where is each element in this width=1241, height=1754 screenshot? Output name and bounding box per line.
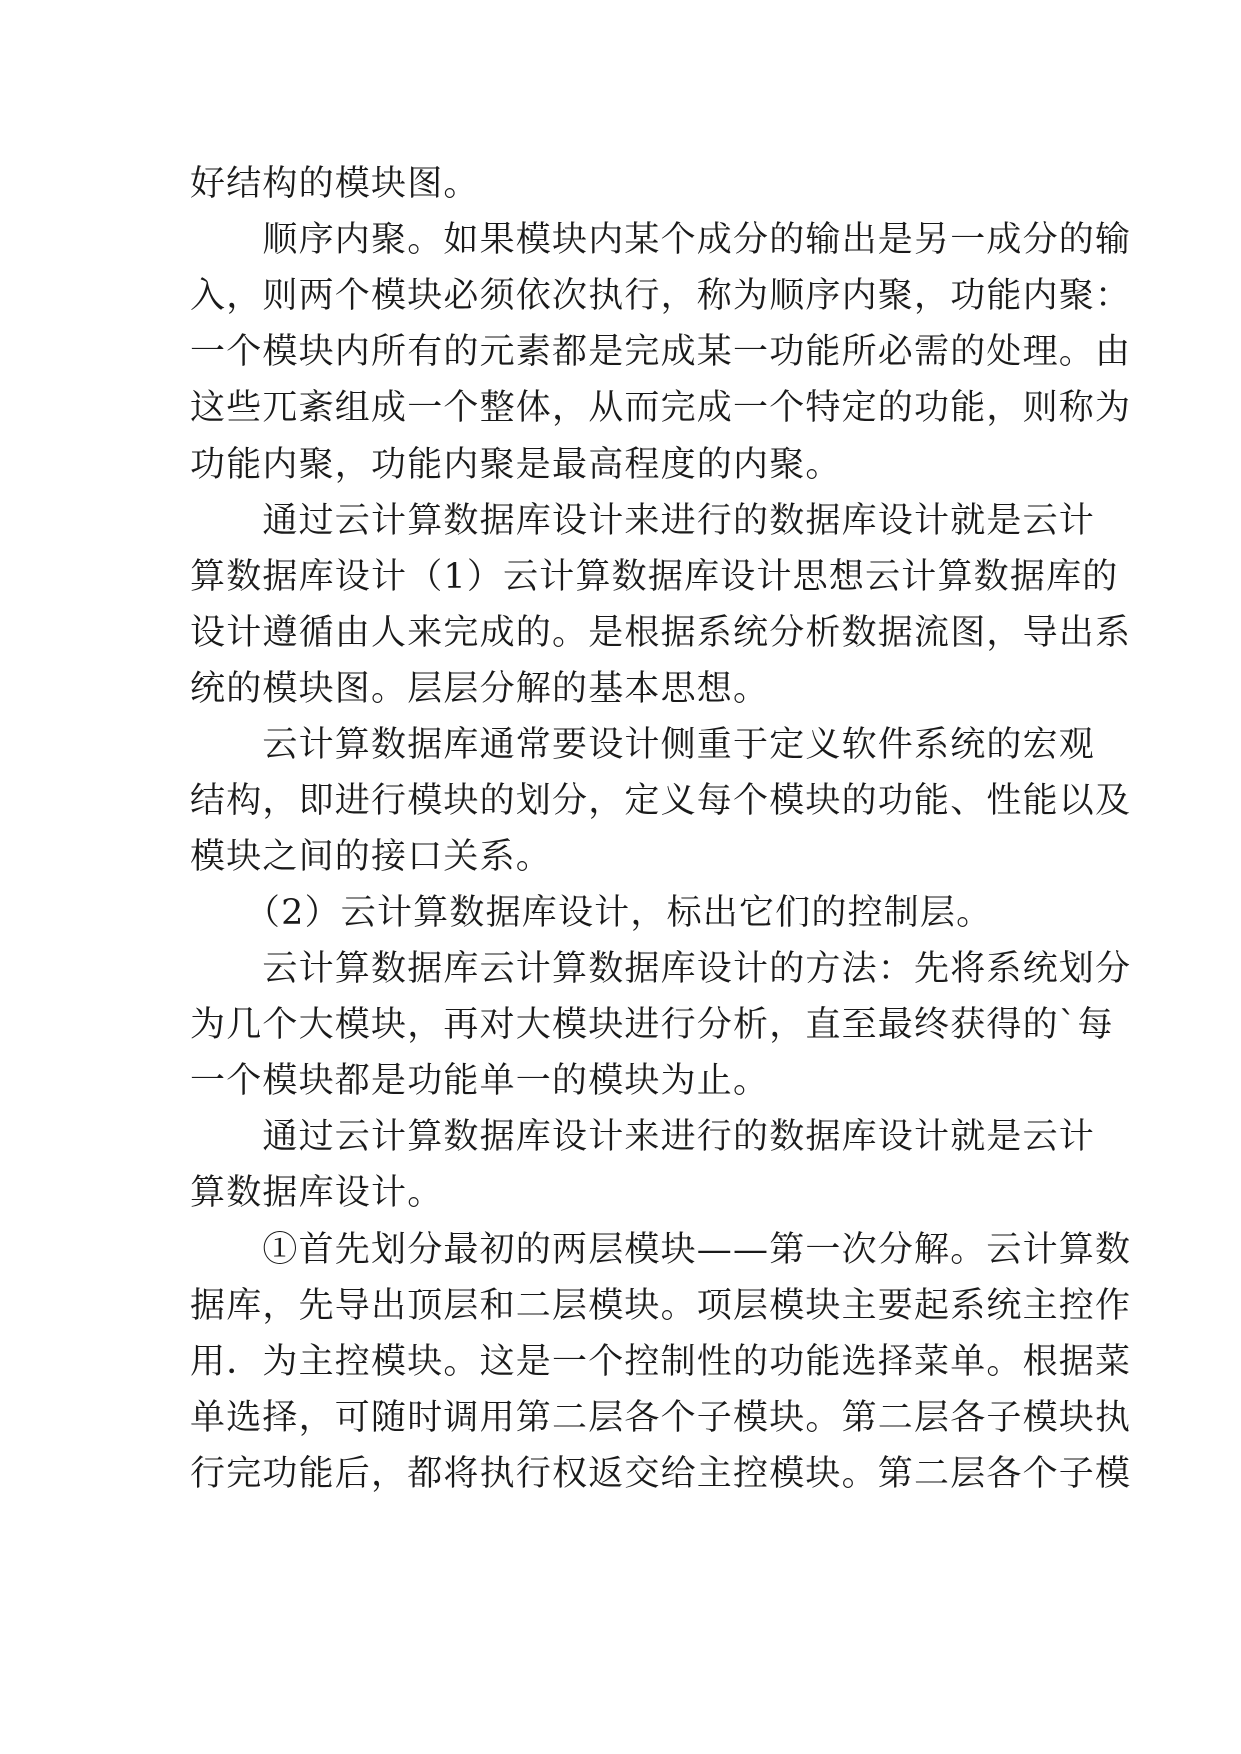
text-line: 好结构的模块图。	[190, 164, 480, 204]
text-line: 这些兀紊组成一个整体，从而完成一个特定的功能，则称为	[190, 388, 1132, 428]
text-line: 据库，先导出顶层和二层模块。项层模块主要起系统主控作	[190, 1286, 1132, 1326]
text-line: 设计遵循由人来完成的。是根据系统分析数据流图，导出系	[190, 613, 1132, 653]
text-line: （2）云计算数据库设计，标出它们的控制层。	[190, 893, 993, 933]
text-line: 用．为主控模块。这是一个控制性的功能选择菜单。根据菜	[190, 1342, 1132, 1382]
text-line: 结构，即进行模块的划分，定义每个模块的功能、性能以及	[190, 781, 1132, 821]
text-line: 通过云计算数据库设计来进行的数据库设计就是云计	[190, 1117, 1096, 1157]
text-line: 为几个大模块，再对大模块进行分析，直至最终获得的`每	[190, 1005, 1114, 1045]
text-line: 模块之间的接口关系。	[190, 837, 553, 877]
text-line: 顺序内聚。如果模块内某个成分的输出是另一成分的输	[190, 220, 1132, 260]
text-line: 算数据库设计（1）云计算数据库设计思想云计算数据库的	[190, 557, 1119, 597]
text-line: 一个模块内所有的元素都是完成某一功能所必需的处理。由	[190, 332, 1132, 372]
text-line: 功能内聚，功能内聚是最高程度的内聚。	[190, 445, 842, 485]
text-line: 单选择，可随时调用第二层各个子模块。第二层各子模块执	[190, 1398, 1132, 1438]
text-line: 通过云计算数据库设计来进行的数据库设计就是云计	[190, 501, 1096, 541]
text-line: 入，则两个模块必须依次执行，称为顺序内聚，功能内聚：	[190, 276, 1132, 316]
text-line: 统的模块图。层层分解的基本思想。	[190, 669, 770, 709]
text-line: 算数据库设计。	[190, 1173, 444, 1213]
text-line: ①首先划分最初的两层模块——第一次分解。云计算数	[190, 1230, 1132, 1270]
text-line: 云计算数据库通常要设计侧重于定义软件系统的宏观	[190, 725, 1096, 765]
text-line: 行完功能后，都将执行权返交给主控模块。第二层各个子模	[190, 1454, 1132, 1494]
text-line: 云计算数据库云计算数据库设计的方法：先将系统划分	[190, 949, 1132, 989]
text-line: 一个模块都是功能单一的模块为止。	[190, 1061, 770, 1101]
